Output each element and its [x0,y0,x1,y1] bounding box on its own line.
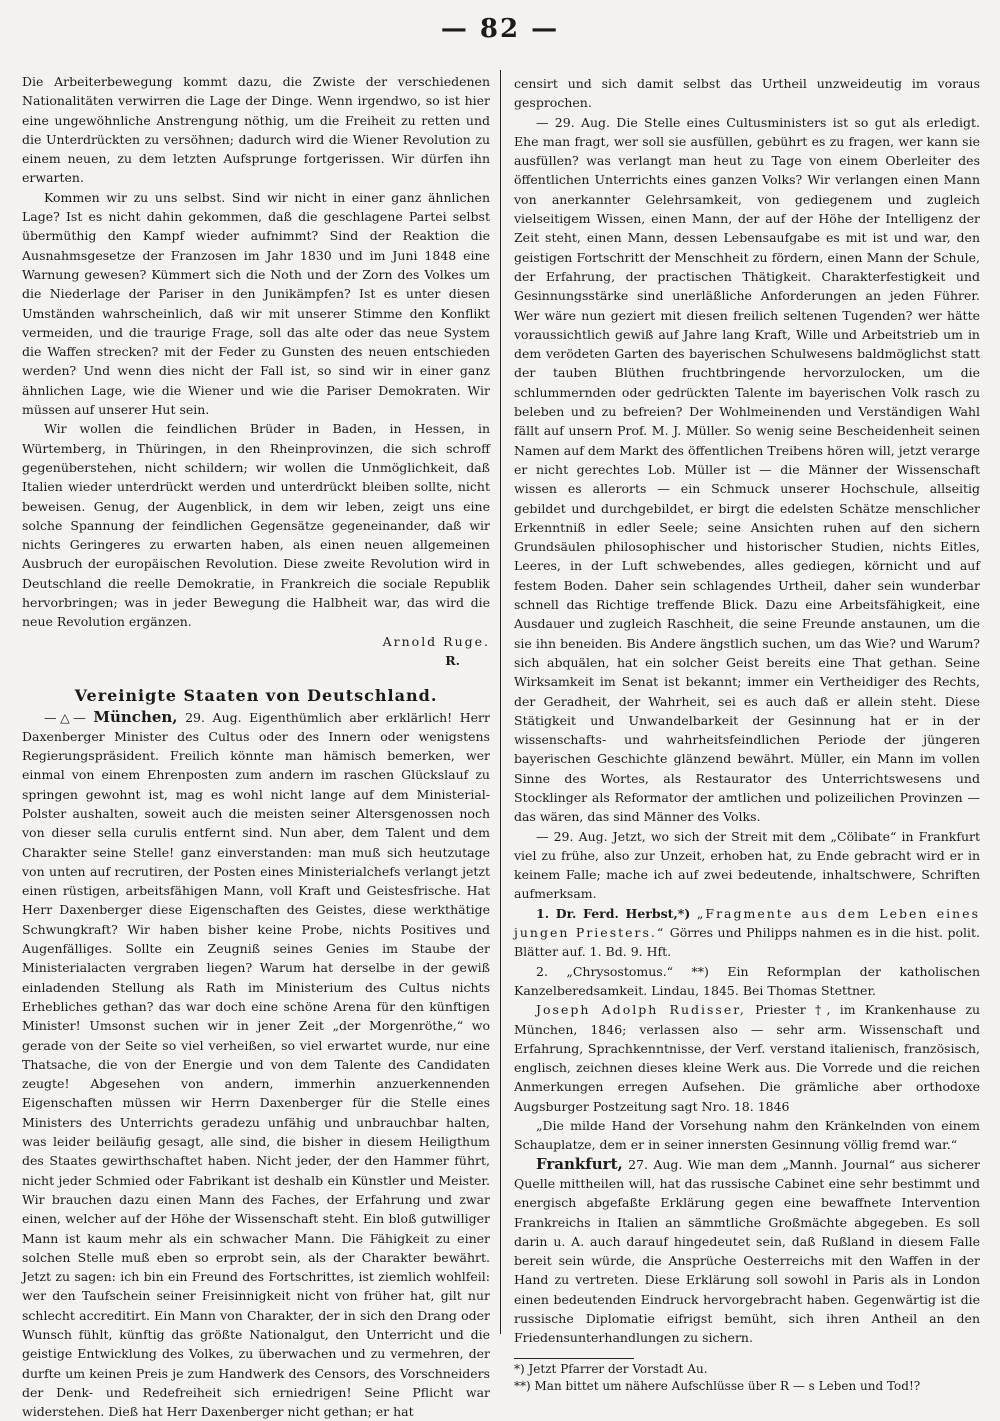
report-text: 27. Aug. Wie man dem „Mannh. Journal“ aus sicherer Quelle mittheilen will, hat das russische Cabinet eine sehr bestimmt und energisch abgefaßte Erklärung gegen eine bewaffnete Intervention Frankreichs in Italien an sämmtliche Großmächte abgegeben. Es soll darin u. A. auch darauf hingedeutet sein, daß Rußland in diesem Falle bereit sein würde, die Ansprüche Oesterreichs mit den Waffen in der Hand zu vertreten. Diese Erklärung soll sowohl in Paris als in London einen bedeutenden Eindruck hervorgebracht haben. Gegenwärtig ist die russische Diplomatie eifrigst bemüht, sich ihren Antheil an den Friedensunterhandlungen zu sichern. [514,1157,980,1346]
list-item-title: „Fragmente aus dem Leben eines jungen Priesters.“ [514,906,980,940]
muenchen-report [22,708,490,1421]
list-item-author: Joseph Adolph Rudisser, [536,1002,746,1017]
list-item: 2. „Chrysostomus.“ **) Ein Reformplan der katholischen Kanzelberedsamkeit. Lindau, 1845. Bei Thomas Stettner. [514,962,980,1001]
ruge-paragraph-2: Kommen wir zu uns selbst. Sind wir nicht in einer ganz ähnlichen Lage? Ist es nicht dahin gekommen, daß die geschlagene Partei selbst übermüthig den Kampf wieder aufnimmt? Sind der Reaktion die Ausnahmsgesetze der Franzosen im Jahr 1830 und im Juni 1848 eine Warnung gewesen? Kümmert sich die Noth und der Zorn des Volkes um die Niederlage der Pariser in den Junikämpfen? Ist es unter diesen Umständen wahrscheinlich, daß wir mit unserer Stimme den Konflikt vermeiden, und die traurige Frage, soll das alte oder das neue System die Waffen strecken? mit der Feder zu Gunsten des neuen entschieden werden? Und wenn dies nicht der Fall ist, so sind wir in einer ganz ähnlichen Lage, wie die Wiener und wie die Pariser Demokraten. Wir müssen auf unserer Hut sein. [22,188,490,420]
list-item-note: Görres und Philipps nahmen es in die hist. polit. Blätter auf. 1. Bd. 9. Hft. [514,925,980,959]
dateline-place: Frankfurt, [536,1155,623,1173]
list-item-author: 1. Dr. Ferd. Herbst,*) [536,906,697,921]
ruge-paragraph-1: Die Arbeiterbewegung kommt dazu, die Zwiste der verschiedenen Nationalitäten verwirren die Lage der Dinge. Wenn irgendwo, so ist hier eine ungewöhnliche Anstrengung nöthig, um die Freiheit zu retten und die Unterdrückten zu versöhnen; dadurch wird die Wiener Revolution zu einem neuen, zu dem letzten Aufsprunge fortgerissen. Wir dürfen ihn erwarten. [22,72,490,188]
list-item [514,904,980,962]
footnote: *) Jetzt Pfarrer der Vorstadt Au. [514,1361,980,1378]
coelibat-report: — 29. Aug. Jetzt, wo sich der Streit mit dem „Cölibate“ in Frankfurt viel zu frühe, also zur Unzeit, erhoben hat, zu Ende gebracht wird er in keinem Falle; mache ich auf zwei bedeutende, inhaltschwere, Schriften aufmerksam. [514,827,980,904]
column-divider [500,70,501,1334]
list-item-note: Priester †, im Krankenhause zu München, 1846; verlassen also — sehr arm. Wissenschaft und Erfahrung, Sprachkenntnisse, der Verf. verstand italienisch, französisch, englisch, zeichnen dieses kleine Werk aus. Die Vorrede und die reichen Anmerkungen erregen Aufsehen. Die grämliche aber orthodoxe Augsburger Postzeitung sagt Nro. 18. 1846 [514,1002,980,1113]
cultusminister-report: — 29. Aug. Die Stelle eines Cultusministers ist so gut als erledigt. Ehe man fragt, wer soll sie ausfüllen, gebührt es zu fragen, wer kann sie ausfüllen? was verlangt man heut zu Tage von einem Oberleiter des öffentlichen Unterrichts eines ganzen Volks? Wir verlangen einen Mann von anerkannter Gelehrsamkeit, von gediegenem und zugleich vielseitigem Wissen, einen Mann, der auf der Höhe der Intelligenz der Zeit steht, einen Mann, dessen Lebensaufgabe es mit ist und war, den geistigen Fortschritt der Menschheit zu fördern, einen Mann der Schule, der Erfahrung, der practischen Thätigkeit. Charakterfestigkeit und Gesinnungsstärke sind unerläßliche Anforderungen an jeden Führer. Wer wäre nun geziert mit diesen freilich seltenen Tugenden? wer hätte voraussichtlich gewiß auf Jahre lang Kraft, Wille und Arbeitstrieb um in dem verödeten Garten des bayerischen Schulwesens baldmöglichst statt der tauben Blüthen fruchtbringende hervorzulocken, um die schlummernden oder gedrückten Talente im bayerischen Volk rasch zu beleben und zu befreien? Der Wohlmeinenden und Verständigen Wahl fällt auf unsern Prof. M. J. Müller. So wenig seine Bescheidenheit seinen Namen auf dem Markt des öffentlichen Treibens hören will, jetzt verarge er nicht gerechtes Lob. Müller ist — die Männer der Wissenschaft wissen es allerorts — ein Schmuck unserer Hochschule, allseitig gebildet und durchgebildet, er birgt die edelsten Schätze menschlicher Erkenntniß in edler Seele; seine Ansichten ruhen auf den sichern Grundsäulen philosophischer und historischer Studien, nichts Eitles, Leeres, in der Luft schwebendes, alles gediegen, körnicht und auf festem Boden. Daher sein schlagendes Urtheil, daher sein wunderbar schnell das Richtige treffende Blick. Dazu eine Arbeitsfähigkeit, eine Ausdauer und zugleich Raschheit, die seine Freunde anstaunen, um die sie ihn beneiden. Bis Andere ängstlich suchen, um das Wie? und Warum? sich abquälen, hat ein solcher Geist bereits eine That gethan. Seine Wirksamkeit im Senat ist bekannt; immer ein Vertheidiger des Rechts, der Geradheit, der Wahrheit, sei es auch daß er allein steht. Diese Stätigkeit und Unwandelbarkeit der Gesinnung hat er in der wissenschafts- und wahrheitsfeindlichen Periode der jüngeren bayerischen Geschichte glänzend bewährt. Müller, ein Mann im vollen Sinne des Wortes, als Restaurator des Unterrichtswesens und Stocklinger als Reformator der amtlichen und polizeilichen Provinzen — das wären, das sind Männer des Volks. [514,113,980,827]
left-column [22,72,490,1331]
report-marker: —△— [44,710,93,725]
report-text: 29. Aug. Eigenthümlich aber erklärlich! Herr Daxenberger Minister des Cultus oder des Innern oder wenigstens Regierungspräsident. Freilich könnte man hämisch bemerken, wer einmal von einem Ehrenposten zum andern im raschen Glückslauf zu springen gewohnt ist, mag es wohl nicht lange auf dem Ministerial-Polster aushalten, soweit auch die meisten seiner Altersgenossen noch von dieser sella curulis entfernt sind. Nun aber, dem Talent und dem Charakter seine Stelle! ganz einverstanden: man muß sich heutzutage von unten auf recrutiren, der Posten eines Ministerialchefs verlangt jetzt einen rüstigen, arbeitsfähigen Mann, voll Kraft und Geistesfrische. Hat Herr Daxenberger diese Eigenschaften des Geistes, diese werkthätige Schwungkraft? Wir haben bisher keine Probe, nichts Positives und Augenfälliges. Sollte ein Zeugniß seines Genies im Staube der Ministerialacten vergraben liegen? Warum hat derselbe in der gewiß einladenden Stellung als Rath im Ministerium des Cultus nichts Erhebliches gethan? das war doch eine schöne Arena für den künftigen Minister! Umsonst suchen wir in jener Zeit „der Morgenröthe,“ wo gerade von der Seite so viel verheißen, so viel erwartet wurde, nur eine Thatsache, die von der Energie und von dem Talente des Candidaten zeugte! Abgesehen von andern, immerhin anzuerkennenden Eigenschaften müssen wir Herrn Daxenberger für die Stelle eines Ministers des Unterrichts geradezu unfähig und unbrauchbar halten, was leider beiläufig gesagt, alle sind, die bisher in diesem Heiligthum des Staates gewirthschaftet haben. Nicht jeder, der den Hammer führt, nicht jeder Schmied oder Fabrikant ist deshalb ein Künstler und Meister. Wir brauchen dazu einen Mann des Faches, der Erfahrung und zwar einen, welcher auf der Höhe der Wissenschaft steht. Ein bloß gutwilliger Mann ist kaum mehr als ein schwacher Mann. Die Fähigkeit zu einer solchen Stelle muß eben so erprobt sein, als der Charakter bewährt. Jetzt zu sagen: ich bin ein Freund des Fortschrittes, ist ziemlich wohlfeil: wer den Taufschein seiner Freisinnigkeit nicht von früher hat, gilt nur schlecht accreditirt. Ein Mann von Charakter, der in sich den Drang oder Wunsch fühlt, künftig das größte Nationalgut, den Unterricht und die geistige Entwicklung des Volkes, zu überwachen und zu vermehren, der durfte um keinen Preis je zum Handwerk des Censors, des Vorschneiders der Denk- und Redefreiheit sich erniedrigen! Seine Pflicht war widerstehen. Dieß hat Herr Daxenberger nicht gethan; er hat [22,710,490,1420]
section-heading: Vereinigte Staaten von Deutschland. [22,686,490,705]
list-item [514,1000,980,1116]
right-column [514,74,980,1331]
author-signature: Arnold Ruge. [22,632,490,651]
ruge-paragraph-3: Wir wollen die feindlichen Brüder in Baden, in Hessen, in Würtemberg, in Thüringen, in den Rheinprovinzen, die sich schroff gegenüberstehen, nicht schildern; wir wollen die Unmöglichkeit, daß Italien wieder unterdrückt werden und unterdrückt bleiben sollte, nicht beweisen. Genug, der Augenblick, in dem wir leben, zeigt uns eine solche Spannung der feindlichen Gegensätze gegeneinander, daß wir nichts Geringeres zu erwarten haben, als einen neuen allgemeinen Ausbruch der europäischen Revolution. Diese zweite Revolution wird in Deutschland die reelle Demokratie, in Frankreich die sociale Republik hervorbringen; was in jeder Bewegung die Halbheit war, das wird die neue Revolution ergänzen. [22,419,490,631]
footnote: **) Man bittet um nähere Aufschlüsse über R — s Leben und Tod!? [514,1378,980,1395]
footnotes [514,1361,980,1395]
frankfurt-report [514,1155,980,1348]
dateline-place: München, [93,708,177,726]
page-number: — 82 — [0,14,1000,44]
correspondent-initial: R. [22,651,490,670]
quotation: „Die milde Hand der Vorsehung nahm den Kränkelnden von einem Schauplatze, dem er in seiner innersten Gesinnung völlig fremd war.“ [514,1116,980,1155]
continuation-paragraph: censirt und sich damit selbst das Urtheil unzweideutig im voraus gesprochen. [514,74,980,113]
